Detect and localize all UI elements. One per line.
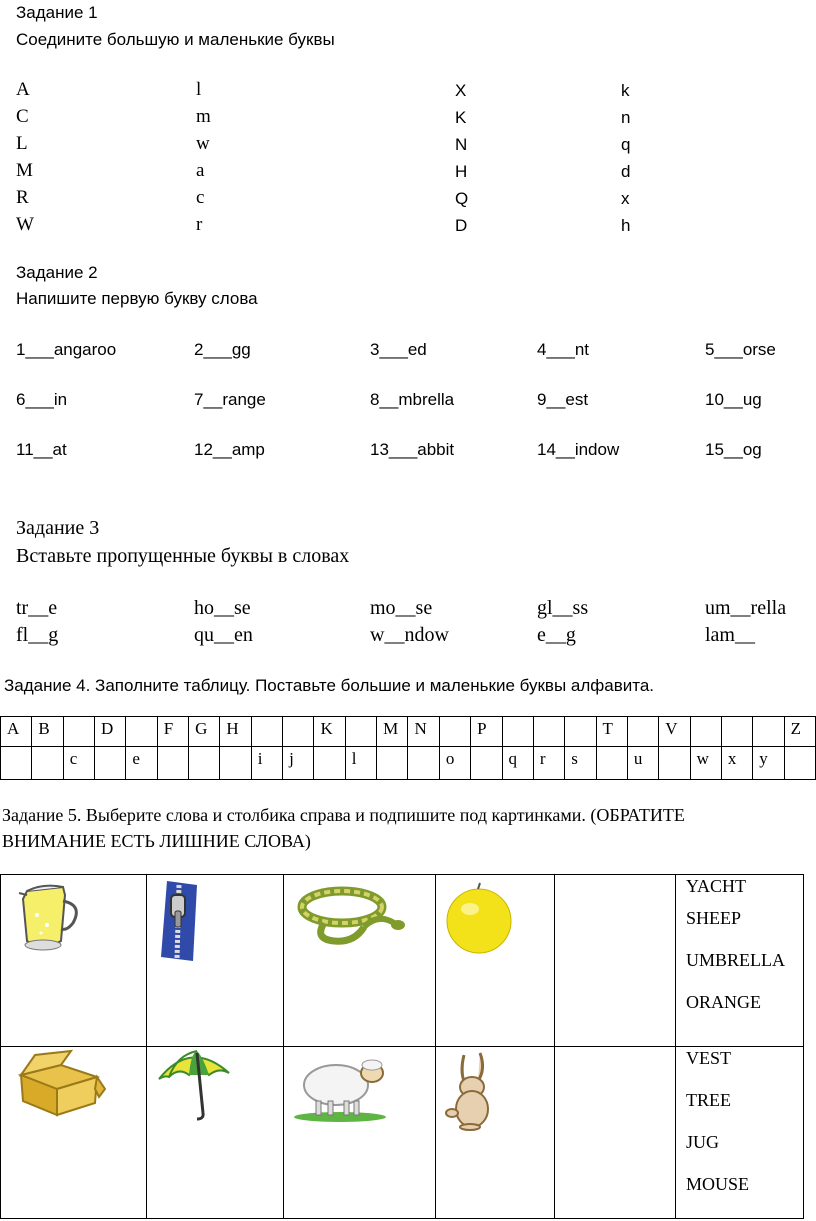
word-list-bottom [676, 1047, 804, 1219]
task1-letter: D [455, 216, 468, 235]
task1-letter: l [196, 79, 202, 100]
word-item: TREE [686, 1090, 731, 1110]
alphabet-cell [533, 717, 564, 747]
task3-word: ho__se [194, 597, 251, 619]
task1-letter: W [16, 214, 34, 235]
picture-cell [1, 875, 147, 1047]
alphabet-cell: i [251, 747, 282, 780]
alphabet-cell [345, 717, 376, 747]
task3-word: e__g [537, 624, 576, 646]
task3-word: lam__ [705, 624, 755, 646]
task1-letter: q [621, 135, 631, 154]
task1-instruction: Соедините большую и маленькие буквы [16, 30, 335, 49]
alphabet-cell: D [95, 717, 126, 747]
task1-letter: a [196, 160, 205, 181]
alphabet-cell: T [596, 717, 627, 747]
word-item: ORANGE [686, 992, 761, 1012]
task3-word: mo__se [370, 597, 433, 619]
task2-word: 11__at [16, 440, 67, 459]
alphabet-cell [32, 747, 63, 780]
alphabet-cell [157, 747, 188, 780]
alphabet-cell: x [721, 747, 752, 780]
task5-title-line1: Задание 5. Выберите слова и столбика справа и подпишите под картинками. (ОБРАТИТЕ [2, 805, 685, 825]
task1-letter: A [16, 79, 30, 100]
zipper-picture [157, 881, 207, 963]
task1-title: Задание 1 [16, 3, 98, 22]
task5-title-line2: ВНИМАНИЕ ЕСТЬ ЛИШНИЕ СЛОВА) [2, 831, 311, 851]
word-item: UMBRELLA [686, 950, 785, 970]
task1-letter: M [16, 160, 33, 181]
task1-letter: d [621, 162, 631, 181]
task1-letter: Q [455, 189, 469, 208]
task1-letter: K [455, 108, 467, 127]
word-item: SHEEP [686, 908, 742, 928]
task2-word: 3___ed [370, 340, 427, 359]
alphabet-cell: y [753, 747, 784, 780]
alphabet-cell [220, 747, 251, 780]
task1-letter: R [16, 187, 29, 208]
alphabet-cell [377, 747, 408, 780]
picture-cell [284, 875, 436, 1047]
task2-title: Задание 2 [16, 263, 98, 282]
task2-word: 13___abbit [370, 440, 455, 459]
alphabet-cell [721, 717, 752, 747]
alphabet-uppercase-row [1, 717, 816, 747]
alphabet-cell: o [439, 747, 470, 780]
alphabet-cell: K [314, 717, 345, 747]
task3-word: tr__e [16, 597, 58, 619]
alphabet-cell: B [32, 717, 63, 747]
task3-word: qu__en [194, 624, 253, 646]
task2-word: 2___gg [194, 340, 251, 359]
task1-letter: X [455, 81, 467, 100]
alphabet-cell: u [627, 747, 658, 780]
alphabet-cell: c [63, 747, 94, 780]
alphabet-cell: H [220, 717, 251, 747]
alphabet-cell: M [377, 717, 408, 747]
picture-cell [147, 1047, 284, 1219]
picture-cell [284, 1047, 436, 1219]
picture-table [0, 874, 804, 1219]
alphabet-cell [690, 717, 721, 747]
task3-instruction: Вставьте пропущенные буквы в словах [16, 545, 350, 567]
alphabet-cell [502, 717, 533, 747]
alphabet-cell [408, 747, 439, 780]
task3-word: um__rella [705, 597, 787, 619]
alphabet-cell [283, 717, 314, 747]
picture-cell [555, 1047, 676, 1219]
alphabet-cell [439, 717, 470, 747]
alphabet-cell [314, 747, 345, 780]
task2-word: 8__mbrella [370, 390, 455, 409]
jug-picture [13, 881, 83, 957]
alphabet-cell [753, 717, 784, 747]
alphabet-cell [126, 717, 157, 747]
alphabet-cell: Z [784, 717, 815, 747]
alphabet-cell: s [565, 747, 596, 780]
alphabet-cell: q [502, 747, 533, 780]
task3-word: w__ndow [370, 624, 449, 646]
alphabet-cell [596, 747, 627, 780]
alphabet-cell: l [345, 747, 376, 780]
task1-letter: m [196, 106, 211, 127]
task2-word: 4___nt [537, 340, 589, 359]
box-picture [11, 1049, 107, 1117]
word-item: MOUSE [686, 1174, 750, 1194]
alphabet-cell: w [690, 747, 721, 780]
alphabet-cell: j [283, 747, 314, 780]
task1-letter: C [16, 106, 29, 127]
alphabet-cell [189, 747, 220, 780]
task2-word: 7__range [194, 390, 266, 409]
task1-letter: L [16, 133, 28, 154]
task1-letter: c [196, 187, 205, 208]
alphabet-cell: P [471, 717, 502, 747]
task1-letter: r [196, 214, 203, 235]
picture-cell [555, 875, 676, 1047]
task1-letter: H [455, 162, 468, 181]
alphabet-cell: V [659, 717, 690, 747]
task4-title: Задание 4. Заполните таблицу. Поставьте большие и маленькие буквы алфавита. [4, 676, 655, 695]
task2-word: 15__og [705, 440, 762, 459]
orange-picture [444, 879, 514, 955]
alphabet-cell: G [189, 717, 220, 747]
task2-word: 1___angaroo [16, 340, 117, 359]
word-item: YACHT [686, 876, 747, 896]
task2-word: 9__est [537, 390, 589, 409]
picture-cell [436, 875, 555, 1047]
word-item: VEST [686, 1048, 731, 1068]
alphabet-cell [659, 747, 690, 780]
task2-instruction: Напишите первую букву слова [16, 289, 258, 308]
task3-word: gl__ss [537, 597, 589, 619]
task1-letter: x [621, 189, 630, 208]
task2-word: 12__amp [194, 440, 265, 459]
word-list-top [676, 875, 804, 1047]
task3-title: Задание 3 [16, 517, 100, 539]
alphabet-cell [784, 747, 815, 780]
task2-word: 5___orse [705, 340, 776, 359]
alphabet-cell: r [533, 747, 564, 780]
picture-cell [1, 1047, 147, 1219]
task2-word: 14__indow [537, 440, 620, 459]
snake-picture [294, 883, 414, 949]
alphabet-cell: N [408, 717, 439, 747]
word-item: JUG [686, 1132, 720, 1152]
alphabet-cell [471, 747, 502, 780]
task1-letter: n [621, 108, 631, 127]
alphabet-table [0, 716, 816, 780]
alphabet-cell: F [157, 717, 188, 747]
umbrella-picture [157, 1047, 237, 1123]
alphabet-cell [565, 717, 596, 747]
task2-word: 10__ug [705, 390, 762, 409]
task2-word: 6___in [16, 390, 68, 409]
alphabet-cell: A [1, 717, 32, 747]
picture-cell [436, 1047, 555, 1219]
task1-letter: w [196, 133, 210, 154]
rabbit-picture [444, 1051, 500, 1131]
task1-letter: k [621, 81, 630, 100]
task1-letter: N [455, 135, 468, 154]
picture-cell [147, 875, 284, 1047]
alphabet-cell: e [126, 747, 157, 780]
alphabet-lowercase-row [1, 747, 816, 780]
sheep-picture [292, 1049, 388, 1123]
alphabet-cell [63, 717, 94, 747]
alphabet-cell [627, 717, 658, 747]
alphabet-cell [251, 717, 282, 747]
task1-letter: h [621, 216, 631, 235]
alphabet-cell [95, 747, 126, 780]
alphabet-cell [1, 747, 32, 780]
task3-word: fl__g [16, 624, 59, 646]
